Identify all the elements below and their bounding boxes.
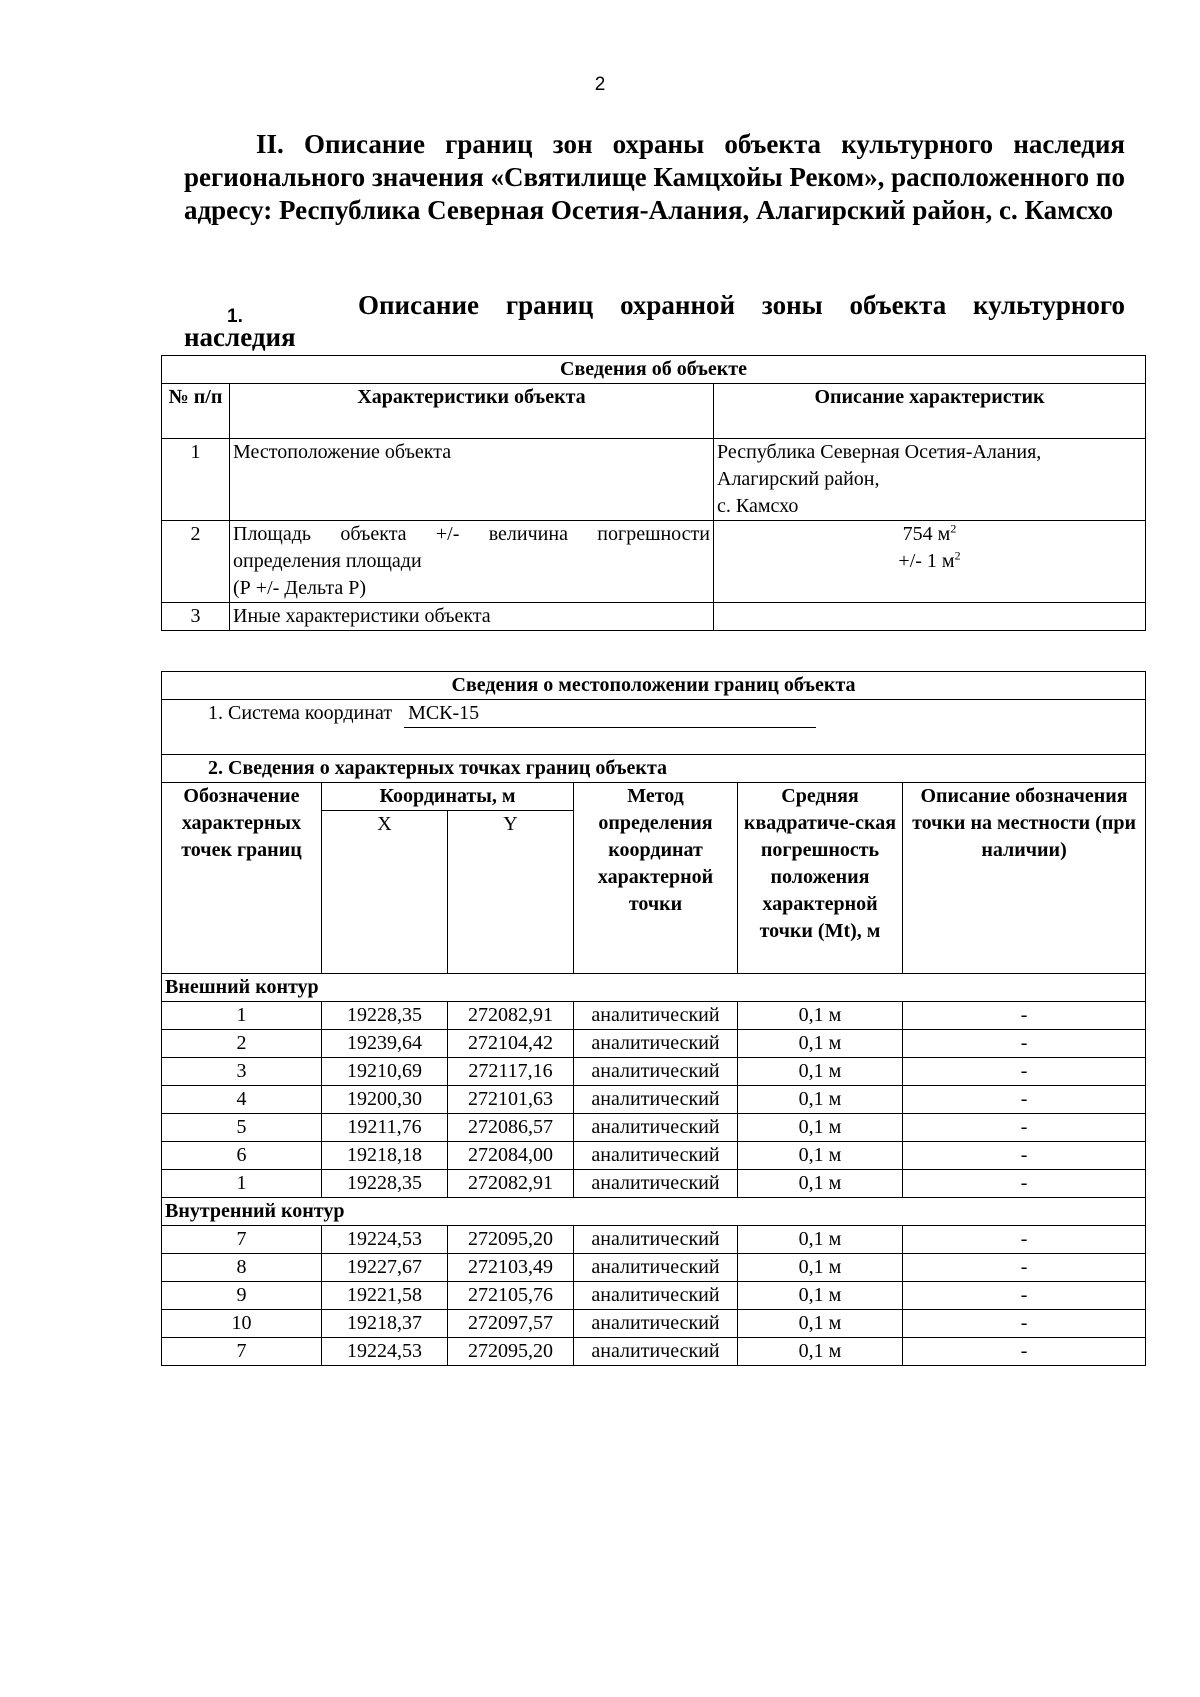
coord-y: 272105,76 — [448, 1282, 574, 1310]
error: 0,1 м — [738, 1338, 903, 1366]
coord-y: 272082,91 — [448, 1170, 574, 1198]
coord-x: 19228,35 — [322, 1170, 448, 1198]
error: 0,1 м — [738, 1002, 903, 1030]
method: аналитический — [574, 1114, 738, 1142]
row-name: Местоположение объекта — [230, 439, 714, 521]
error: 0,1 м — [738, 1254, 903, 1282]
points-caption: 2. Сведения о характерных точках границ объекта — [162, 755, 1146, 783]
coord-system-label: 1. Система координат — [208, 702, 393, 724]
inner-contour-label: Внутренний контур — [162, 1198, 1146, 1226]
area-value: 754 м — [902, 523, 951, 545]
area-value-line — [717, 521, 1142, 548]
inner-contour-points — [162, 1226, 1146, 1366]
point-description: - — [903, 1142, 1146, 1170]
table-row — [162, 603, 1146, 631]
point-description: - — [903, 1114, 1146, 1142]
method: аналитический — [574, 1086, 738, 1114]
point-number: 10 — [162, 1310, 322, 1338]
point-description: - — [903, 1086, 1146, 1114]
method: аналитический — [574, 1338, 738, 1366]
header-designation: Обозначение характерных точек границ — [162, 783, 322, 974]
method: аналитический — [574, 1254, 738, 1282]
table-row — [162, 1338, 1146, 1366]
method: аналитический — [574, 1030, 738, 1058]
point-number: 7 — [162, 1338, 322, 1366]
point-number: 3 — [162, 1058, 322, 1086]
header-description: Описание характеристик — [714, 384, 1146, 439]
area-tolerance: +/- 1 м — [898, 550, 955, 572]
table-row — [162, 1002, 1146, 1030]
point-description: - — [903, 1002, 1146, 1030]
coord-x: 19227,67 — [322, 1254, 448, 1282]
point-number: 1 — [162, 1002, 322, 1030]
coord-y: 272082,91 — [448, 1002, 574, 1030]
method: аналитический — [574, 1310, 738, 1338]
table-row — [162, 1030, 1146, 1058]
table-row — [162, 1310, 1146, 1338]
table-row — [162, 521, 1146, 603]
error: 0,1 м — [738, 1030, 903, 1058]
outer-contour-label: Внешний контур — [162, 974, 1146, 1002]
method: аналитический — [574, 1170, 738, 1198]
coord-x: 19224,53 — [322, 1338, 448, 1366]
coord-system-value: МСК-15 — [404, 700, 816, 728]
location-table — [161, 671, 1146, 1366]
method: аналитический — [574, 1142, 738, 1170]
table-row — [162, 1254, 1146, 1282]
point-description: - — [903, 1254, 1146, 1282]
error: 0,1 м — [738, 1282, 903, 1310]
point-description: - — [903, 1310, 1146, 1338]
coord-y: 272084,00 — [448, 1142, 574, 1170]
area-unit-exponent: 2 — [950, 521, 957, 536]
row-description — [714, 439, 1146, 521]
coord-y: 272117,16 — [448, 1058, 574, 1086]
point-number: 8 — [162, 1254, 322, 1282]
description-line: Алагирский район, — [717, 468, 880, 490]
coord-x: 19211,76 — [322, 1114, 448, 1142]
header-characteristic: Характеристики объекта — [230, 384, 714, 439]
page-number: 2 — [594, 74, 606, 95]
row-num: 3 — [162, 603, 230, 631]
outer-contour-points — [162, 1002, 1146, 1198]
table-row — [162, 1282, 1146, 1310]
point-number: 2 — [162, 1030, 322, 1058]
point-description: - — [903, 1282, 1146, 1310]
object-table-caption: Сведения об объекте — [162, 356, 1146, 384]
document-title: II. Описание границ зон охраны объекта культурного наследия регионального значения «Святилище Камцхойы Реком», расположенного по адресу: Республика Северная Осетия-Алания, Алагирский район, с. Камсхо — [184, 129, 1125, 225]
point-number: 1 — [162, 1170, 322, 1198]
table-row — [162, 1086, 1146, 1114]
error: 0,1 м — [738, 1310, 903, 1338]
header-method: Метод определения координат характерной точки — [574, 783, 738, 974]
section-number: 1. — [227, 306, 243, 327]
table-row — [162, 439, 1146, 521]
error: 0,1 м — [738, 1170, 903, 1198]
header-num: № п/п — [162, 384, 230, 439]
error: 0,1 м — [738, 1114, 903, 1142]
point-description: - — [903, 1030, 1146, 1058]
table-row — [162, 1142, 1146, 1170]
header-coordinates: Координаты, м — [322, 783, 574, 811]
coord-x: 19239,64 — [322, 1030, 448, 1058]
coord-x: 19228,35 — [322, 1002, 448, 1030]
point-description: - — [903, 1058, 1146, 1086]
header-point-description: Описание обозначения точки на местности (при наличии) — [903, 783, 1146, 974]
point-number: 4 — [162, 1086, 322, 1114]
point-description: - — [903, 1170, 1146, 1198]
method: аналитический — [574, 1282, 738, 1310]
point-number: 9 — [162, 1282, 322, 1310]
coord-x: 19210,69 — [322, 1058, 448, 1086]
method: аналитический — [574, 1002, 738, 1030]
point-description: - — [903, 1226, 1146, 1254]
error: 0,1 м — [738, 1058, 903, 1086]
row-name — [230, 521, 714, 603]
point-number: 6 — [162, 1142, 322, 1170]
point-description: - — [903, 1338, 1146, 1366]
area-tolerance-line — [717, 548, 1142, 575]
coord-y: 272095,20 — [448, 1338, 574, 1366]
error: 0,1 м — [738, 1142, 903, 1170]
error: 0,1 м — [738, 1086, 903, 1114]
header-error: Средняя квадратиче-ская погрешность положения характерной точки (Mt), м — [738, 783, 903, 974]
method: аналитический — [574, 1226, 738, 1254]
table-row — [162, 1170, 1146, 1198]
point-number: 7 — [162, 1226, 322, 1254]
row-description — [714, 603, 1146, 631]
header-x: X — [322, 811, 448, 974]
area-value-cell — [714, 521, 1146, 603]
location-table-caption: Сведения о местоположении границ объекта — [162, 672, 1146, 700]
table-row — [162, 1114, 1146, 1142]
area-formula: (Р +/- Дельта Р) — [233, 577, 367, 599]
description-line: Республика Северная Осетия-Алания, — [717, 441, 1042, 463]
error: 0,1 м — [738, 1226, 903, 1254]
table-row — [162, 1226, 1146, 1254]
object-info-table — [161, 355, 1146, 631]
row-num: 1 — [162, 439, 230, 521]
coord-y: 272104,42 — [448, 1030, 574, 1058]
coord-x: 19218,18 — [322, 1142, 448, 1170]
row-name: Иные характеристики объекта — [230, 603, 714, 631]
section-title-continuation: наследия — [184, 322, 296, 352]
area-label: Площадь объекта +/- величина погрешности определения площади — [233, 523, 710, 572]
point-number: 5 — [162, 1114, 322, 1142]
tolerance-unit-exponent: 2 — [954, 548, 961, 563]
coord-y: 272086,57 — [448, 1114, 574, 1142]
coord-x: 19200,30 — [322, 1086, 448, 1114]
description-line: с. Камсхо — [717, 495, 799, 517]
coord-y: 272103,49 — [448, 1254, 574, 1282]
coord-x: 19218,37 — [322, 1310, 448, 1338]
coord-y: 272095,20 — [448, 1226, 574, 1254]
coord-y: 272097,57 — [448, 1310, 574, 1338]
row-num: 2 — [162, 521, 230, 603]
coord-x: 19221,58 — [322, 1282, 448, 1310]
coord-system-row — [162, 700, 1146, 755]
coord-y: 272101,63 — [448, 1086, 574, 1114]
section-title: Описание границ охранной зоны объекта культурного — [358, 290, 1125, 320]
coord-x: 19224,53 — [322, 1226, 448, 1254]
header-y: Y — [448, 811, 574, 974]
method: аналитический — [574, 1058, 738, 1086]
table-row — [162, 1058, 1146, 1086]
